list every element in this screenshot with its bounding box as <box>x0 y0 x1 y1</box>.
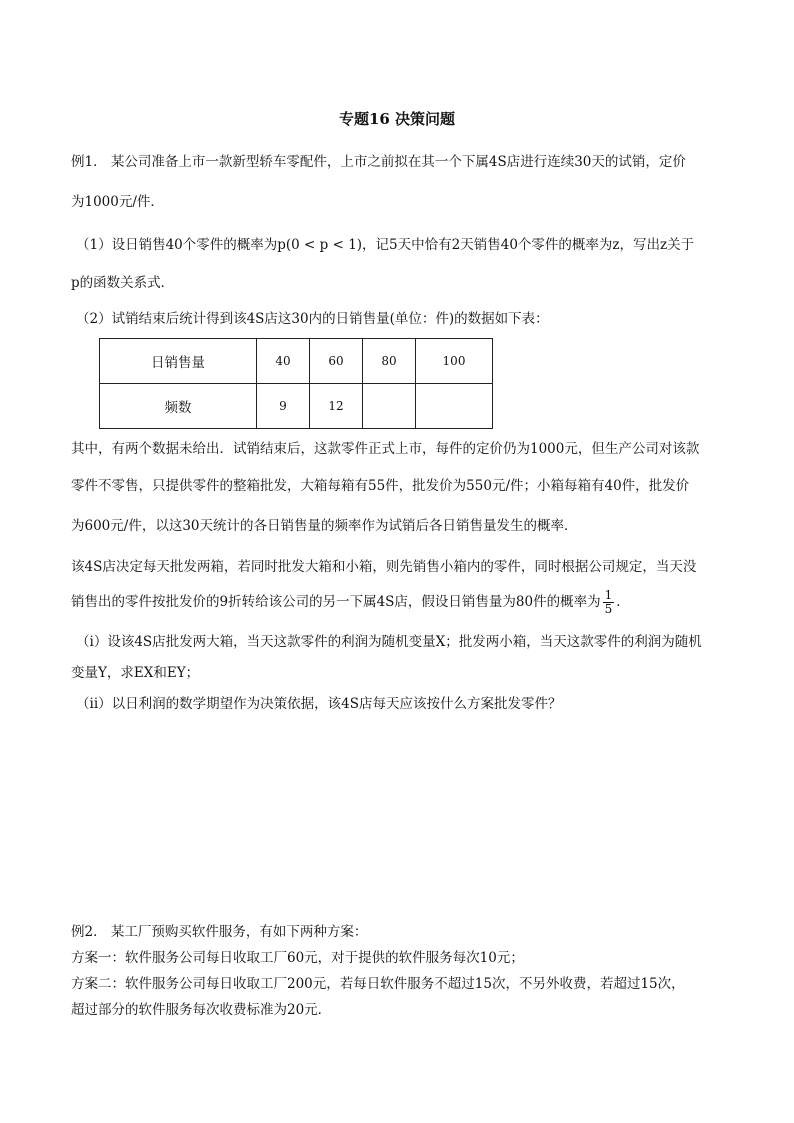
table-header-cell: 60 <box>310 339 363 384</box>
paragraph-line: 为600元/件，以这30天统计的各日销售量的频率作为试销后各日销售量发生的概率． <box>71 518 578 534</box>
paragraph-line: 零件不零售，只提供零件的整箱批发，大箱每箱有55件，批发价为550元/件；小箱每箱有40件，批发价 <box>71 478 690 494</box>
table-row-label: 频数 <box>100 384 257 429</box>
fraction-numerator: 1 <box>604 588 613 602</box>
question2-line1: （2）试销结束后统计得到该4S店这30内的日销售量(单位：件)的数据如下表： <box>76 311 549 327</box>
table-cell: 9 <box>257 384 310 429</box>
table-cell <box>416 384 493 429</box>
part-ii-line: （ii）以日利润的数学期望作为决策依据，该4S店每天应该按什么方案批发零件？ <box>76 696 562 712</box>
table-row <box>100 339 493 384</box>
table-header-cell: 100 <box>416 339 493 384</box>
table-row <box>100 384 493 429</box>
example1-line1: 例1． 某公司准备上市一款新型轿车零配件，上市之前拟在其一个下属4S店进行连续30天的试销，定价 <box>71 154 686 170</box>
fraction-one-fifth <box>603 589 615 616</box>
example2-line1: 例2． 某工厂预购买软件服务，有如下两种方案： <box>71 924 368 940</box>
table-header-label: 日销售量 <box>100 339 257 384</box>
paragraph-end: ． <box>616 594 630 610</box>
question1-line2: p的函数关系式． <box>71 275 175 291</box>
paragraph-text: 销售出的零件按批发价的9折转给该公司的另一下属4S店，假设日销售量为80件的概率为 <box>71 594 601 610</box>
table-header-cell: 40 <box>257 339 310 384</box>
part-i-line2: 变量Y，求EX和EY； <box>71 665 200 681</box>
example2-line2: 方案一：软件服务公司每日收取工厂60元，对于提供的软件服务每次10元； <box>71 950 524 966</box>
paragraph-line-with-fraction <box>71 589 630 616</box>
table-header-cell: 80 <box>363 339 416 384</box>
question1-line1: （1）设日销售40个零件的概率为p(0 < p < 1)，记5天中恰有2天销售40个零件的概率为z，写出z关于 <box>76 237 695 253</box>
table-cell: 12 <box>310 384 363 429</box>
example2-line4: 超过部分的软件服务每次收费标准为20元． <box>71 1002 332 1018</box>
paragraph-line: 该4S店决定每天批发两箱，若同时批发大箱和小箱，则先销售小箱内的零件，同时根据公司规定，当天没 <box>71 559 697 575</box>
daily-sales-table <box>99 338 493 429</box>
paragraph-line: 其中，有两个数据未给出．试销结束后，这款零件正式上市，每件的定价仍为1000元，但生产公司对该款 <box>71 441 700 457</box>
example2-line3: 方案二：软件服务公司每日收取工厂200元，若每日软件服务不超过15次，不另外收费，若超过15次， <box>71 976 685 992</box>
fraction-denominator: 5 <box>604 602 613 616</box>
part-i-line1: （i）设该4S店批发两大箱，当天这款零件的利润为随机变量X；批发两小箱，当天这款零件的利润为随机 <box>76 634 702 650</box>
table-cell <box>363 384 416 429</box>
page-title: 专题16 决策问题 <box>338 110 456 128</box>
example1-line2: 为1000元/件． <box>71 194 164 210</box>
